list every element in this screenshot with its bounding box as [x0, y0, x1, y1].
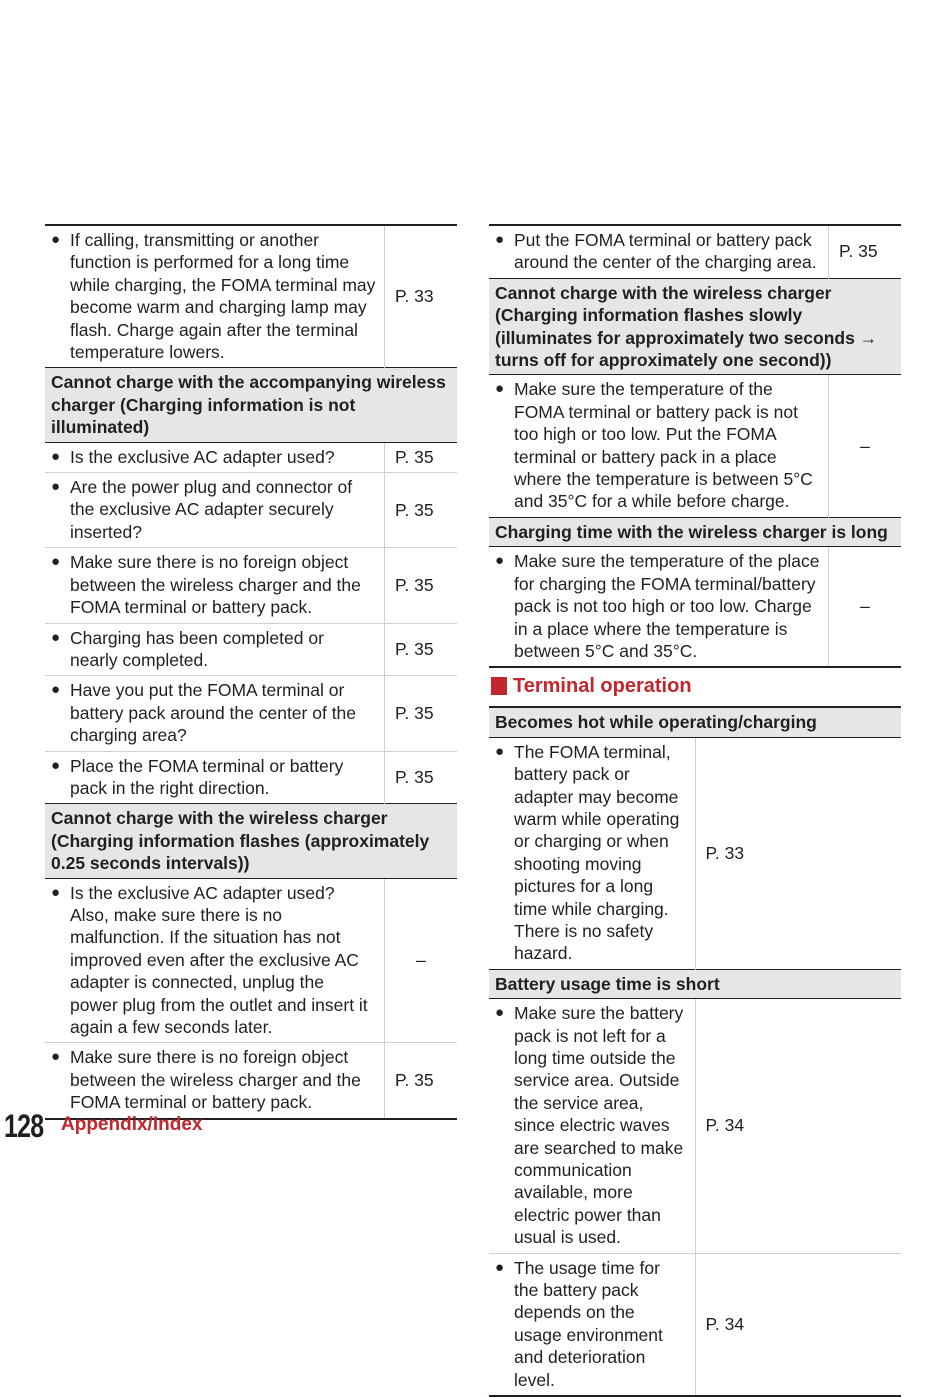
page-reference: –	[860, 435, 870, 456]
item-text: Are the power plug and connector of the exclusive AC adapter securely inserted?	[70, 477, 353, 542]
item-text: Charging has been completed or nearly completed.	[70, 627, 324, 670]
table-row	[489, 375, 901, 517]
item-cell	[489, 375, 829, 517]
page-reference: –	[860, 596, 870, 617]
item-text: Make sure the battery pack is not left for a long time outside the service area. Outside the service area, since electric waves are searched to make communication available, more electric power than usual is used.	[514, 1003, 684, 1248]
bullet-icon: ●	[495, 1004, 505, 1022]
troubleshooting-table-right-2	[489, 706, 901, 1397]
section-header-row	[489, 517, 901, 546]
bullet-icon: ●	[495, 1258, 505, 1276]
item-text: Put the FOMA terminal or battery pack around the center of the charging area.	[514, 230, 817, 273]
troubleshooting-table-right-1	[489, 224, 901, 668]
bullet-icon: ●	[51, 231, 61, 248]
page-number: 128	[4, 1108, 44, 1144]
table-row	[489, 225, 901, 278]
item-cell	[45, 878, 385, 1043]
item-text: Make sure the temperature of the place for charging the FOMA terminal/battery pack is not too high or too low. Charge in a place where the temperature is between 5°C and 35°C.	[514, 551, 820, 661]
item-cell	[489, 1253, 695, 1396]
bullet-icon: ●	[51, 681, 61, 699]
table-row	[45, 676, 457, 751]
item-cell	[489, 547, 829, 668]
bullet-icon: ●	[495, 552, 505, 570]
section-header-row	[45, 804, 457, 878]
page-reference: P. 35	[385, 751, 458, 804]
left-column	[45, 224, 457, 1120]
table-row	[489, 737, 901, 969]
item-text: Make sure there is no foreign object between the wireless charger and the FOMA terminal or battery pack.	[70, 1047, 361, 1113]
section-marker-icon	[491, 677, 507, 695]
right-column	[489, 224, 901, 1397]
page-reference: P. 35	[385, 548, 458, 623]
page-reference: P. 33	[385, 225, 458, 368]
section-header: Battery usage time is short	[489, 969, 901, 998]
footer-section-name: Appendix/Index	[61, 1114, 203, 1135]
item-cell	[45, 676, 385, 751]
bullet-icon: ●	[51, 478, 61, 496]
item-cell	[45, 548, 385, 623]
table-row	[45, 548, 457, 623]
table-row	[45, 751, 457, 804]
item-text: The FOMA terminal, battery pack or adapter may become warm while operating or charging or when shooting moving pictures for a long time while charging. There is no safety hazard.	[514, 741, 680, 964]
section-header-row	[45, 368, 457, 442]
item-text: Is the exclusive AC adapter used?	[70, 446, 335, 467]
item-cell	[489, 999, 695, 1253]
section-header: Charging time with the wireless charger is long	[489, 517, 901, 546]
section-header-row	[489, 707, 901, 737]
page-reference: P. 34	[705, 1115, 745, 1136]
bullet-icon: ●	[51, 756, 61, 774]
bullet-icon: ●	[495, 742, 505, 760]
bullet-icon: ●	[51, 447, 61, 465]
item-text: Have you put the FOMA terminal or battery pack around the center of the charging area?	[70, 680, 357, 746]
table-row	[45, 1043, 457, 1119]
bullet-icon: ●	[51, 1048, 61, 1066]
bullet-icon: ●	[495, 231, 505, 248]
table-row	[45, 225, 457, 368]
item-text: If calling, transmitting or another function is performed for a long time while charging, the FOMA terminal may become warm and charging lamp may flash. Charge again after the terminal temperature lowers.	[70, 230, 376, 363]
table-row	[45, 623, 457, 676]
section-header: Cannot charge with the wireless charger (Charging information flashes (approximately 0.25 seconds intervals))	[45, 804, 457, 878]
section-header: Cannot charge with the wireless charger (Charging information flashes slowly (illuminates for approximately two seconds → turns off for approximately one second))	[489, 278, 901, 375]
item-cell	[45, 623, 385, 676]
page-reference: P. 34	[695, 1253, 901, 1396]
table-row	[45, 878, 457, 1043]
item-cell	[45, 751, 385, 804]
item-text: Make sure there is no foreign object between the wireless charger and the FOMA terminal or battery pack.	[70, 552, 361, 618]
table-row	[489, 547, 901, 668]
section-header-row	[489, 969, 901, 998]
section-header: Becomes hot while operating/charging	[489, 707, 901, 737]
page-reference: P. 35	[395, 446, 434, 467]
item-cell	[489, 737, 695, 969]
bullet-icon: ●	[495, 380, 505, 398]
item-text: The usage time for the battery pack depends on the usage environment and deterioration level.	[514, 1257, 663, 1390]
page-reference: P. 35	[385, 1043, 458, 1119]
section-header: Cannot charge with the accompanying wireless charger (Charging information is not illuminated)	[45, 368, 457, 442]
table-row	[489, 999, 901, 1253]
page-reference: P. 35	[829, 225, 902, 278]
item-text: Place the FOMA terminal or battery pack in the right direction.	[70, 755, 344, 798]
item-text: Is the exclusive AC adapter used? Also, make sure there is no malfunction. If the situation has not improved even after the exclusive AC adapter is connected, unplug the power plug from the outlet and insert it again a few seconds later.	[70, 882, 368, 1037]
item-cell	[45, 442, 385, 472]
bullet-icon: ●	[51, 553, 61, 571]
troubleshooting-table-left	[45, 224, 457, 1120]
page-reference: –	[416, 949, 426, 970]
page-reference: P. 35	[385, 473, 458, 548]
table-row	[45, 442, 457, 472]
section-title-text: Terminal operation	[513, 675, 692, 698]
bullet-icon: ●	[51, 883, 61, 901]
item-cell	[45, 1043, 385, 1119]
page-reference: P. 35	[385, 623, 458, 676]
bullet-icon: ●	[51, 628, 61, 646]
item-cell	[45, 473, 385, 548]
table-row	[489, 1253, 901, 1396]
table-row	[45, 473, 457, 548]
item-text: Make sure the temperature of the FOMA terminal or battery pack is not too high or too low. Put the FOMA terminal or battery pack in a place where the temperature is between 5°C and 35°C for a while before charge.	[514, 379, 813, 512]
item-cell	[489, 225, 829, 278]
section-header-row	[489, 278, 901, 375]
page-reference: P. 35	[385, 676, 458, 751]
item-cell	[45, 225, 385, 368]
section-title	[489, 674, 901, 698]
page-reference: P. 33	[705, 842, 745, 863]
